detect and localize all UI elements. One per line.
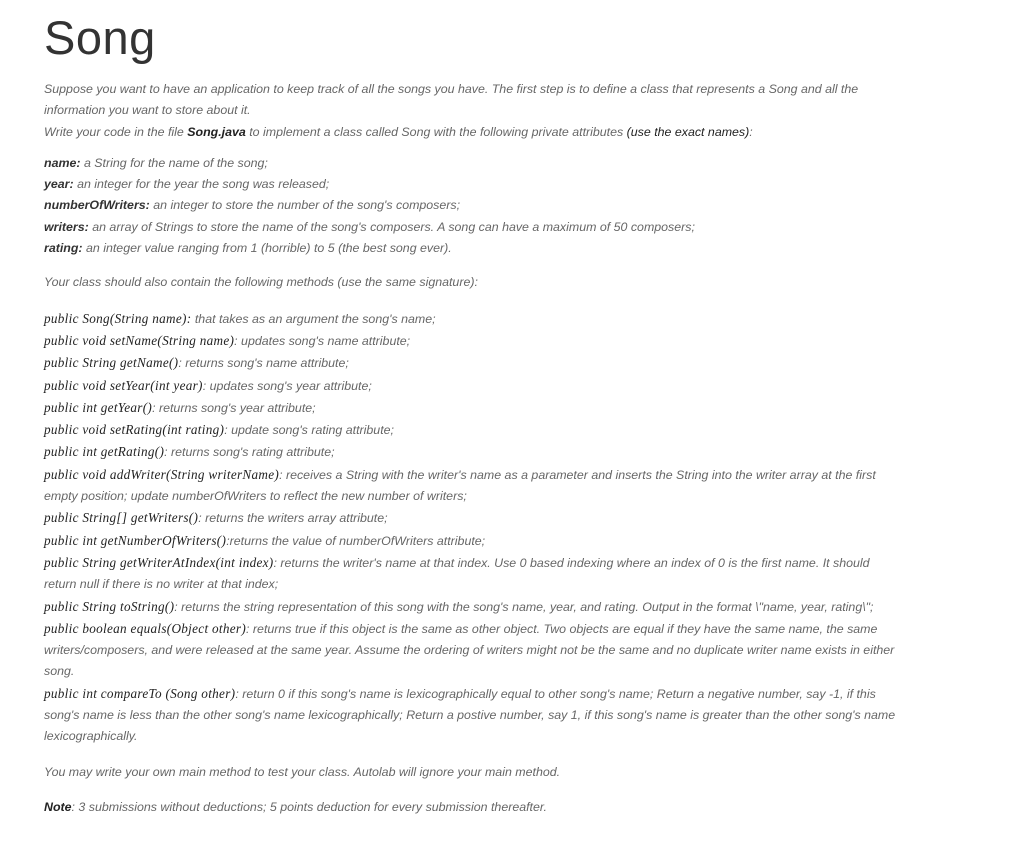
method-desc: : updates song's year attribute; — [202, 378, 372, 393]
method-desc: : returns true if this object is the same as other object. Two objects are equal if they have the same name, the same writers/composers, and were released at the same year. Assume the ordering of writers might not be the same and no duplicate writer name exists in either song. — [44, 621, 895, 679]
method-item — [44, 419, 904, 441]
attribute-item — [44, 217, 904, 238]
method-signature: public void setName(String name) — [44, 332, 235, 348]
method-item — [44, 530, 904, 552]
method-signature: public void addWriter(String writerName) — [44, 466, 280, 482]
intro-paragraph — [44, 79, 904, 143]
method-signature: public boolean equals(Object other) — [44, 620, 247, 636]
attribute-desc: an integer for the year the song was released; — [73, 177, 330, 192]
method-item — [44, 330, 904, 352]
method-item — [44, 441, 904, 463]
method-desc: that takes as an argument the song's name; — [191, 311, 436, 326]
method-list — [44, 308, 904, 748]
method-item — [44, 618, 904, 683]
method-desc: : return 0 if this song's name is lexicographically equal to other song's name; Return a negative number, say -1, if this song's name is less than the other song's name lexicographically; Return a postive number, say 1, if this song's name is greater than the other song's name lexicographically. — [44, 686, 896, 744]
method-desc: : returns the string representation of this song with the song's name, year, and rating. Output in the format \"name, year, rating\"; — [174, 599, 874, 614]
attribute-item — [44, 174, 904, 195]
method-signature: public void setRating(int rating) — [44, 422, 225, 438]
method-signature: public String getWriterAtIndex(int index) — [44, 554, 274, 570]
method-signature: public String toString() — [44, 598, 175, 614]
attribute-desc: a String for the name of the song; — [80, 155, 268, 170]
method-signature: public int getYear() — [44, 399, 153, 415]
method-item — [44, 596, 904, 618]
intro-line-1: Suppose you want to have an application to keep track of all the songs you have. The first step is to define a class that represents a Song and all the information you want to store about it. — [44, 82, 859, 118]
method-desc: : returns song's name attribute; — [178, 356, 349, 371]
main-method-note: You may write your own main method to test your class. Autolab will ignore your main method. — [44, 764, 561, 779]
attribute-item — [44, 238, 904, 259]
method-desc: : returns song's year attribute; — [152, 400, 316, 415]
method-item — [44, 552, 904, 596]
attribute-name: numberOfWriters: — [44, 198, 150, 213]
method-signature: public String getName() — [44, 355, 179, 371]
attribute-item — [44, 195, 904, 216]
note-text: : 3 submissions without deductions; 5 points deduction for every submission thereafter. — [71, 799, 548, 814]
method-item — [44, 352, 904, 374]
file-name: Song.java — [187, 124, 246, 139]
intro-line-2-post: : — [749, 124, 753, 139]
exact-names-note: (use the exact names) — [626, 124, 750, 139]
method-signature: public Song(String name): — [44, 310, 192, 326]
attribute-desc: an integer value ranging from 1 (horrible) to 5 (the best song ever). — [82, 241, 452, 256]
method-item — [44, 507, 904, 529]
method-item — [44, 308, 904, 330]
method-desc: : update song's rating attribute; — [224, 423, 394, 438]
intro-line-2-mid: to implement a class called Song with the following private attributes — [245, 124, 627, 139]
attribute-desc: an array of Strings to store the name of the song's composers. A song can have a maximum of 50 composers; — [88, 219, 695, 234]
attribute-desc: an integer to store the number of the song's composers; — [149, 198, 461, 213]
method-signature: public int compareTo (Song other) — [44, 685, 236, 701]
method-desc: : returns the writer's name at that index. Use 0 based indexing where an index of 0 is the first name. It should return null if there is no writer at that index; — [44, 555, 870, 592]
methods-intro: Your class should also contain the following methods (use the same signature): — [44, 275, 478, 290]
method-desc: : returns song's rating attribute; — [164, 445, 335, 460]
method-item — [44, 397, 904, 419]
method-desc: : returns the writers array attribute; — [198, 511, 388, 526]
method-signature: public int getRating() — [44, 444, 165, 460]
submission-note — [44, 797, 904, 818]
method-desc: :returns the value of numberOfWriters attribute; — [226, 533, 486, 548]
page-title: Song — [44, 11, 156, 64]
attribute-list — [44, 153, 904, 259]
method-item — [44, 683, 904, 748]
method-desc: : receives a String with the writer's name as a parameter and inserts the String into the writer array at the first empty position; update numberOfWriters to reflect the new number of writers; — [44, 467, 876, 504]
note-label: Note — [44, 799, 72, 814]
attribute-name: writers: — [44, 219, 89, 234]
attribute-name: name: — [44, 155, 81, 170]
method-item — [44, 375, 904, 397]
attribute-name: year: — [44, 177, 74, 192]
intro-line-2-pre: Write your code in the file — [44, 124, 188, 139]
method-item — [44, 464, 904, 508]
method-signature: public String[] getWriters() — [44, 510, 199, 526]
method-signature: public int getNumberOfWriters() — [44, 532, 227, 548]
method-desc: : updates song's name attribute; — [234, 333, 411, 348]
attribute-name: rating: — [44, 241, 83, 256]
assignment-body — [44, 79, 904, 818]
method-signature: public void setYear(int year) — [44, 377, 203, 393]
attribute-item — [44, 153, 904, 174]
